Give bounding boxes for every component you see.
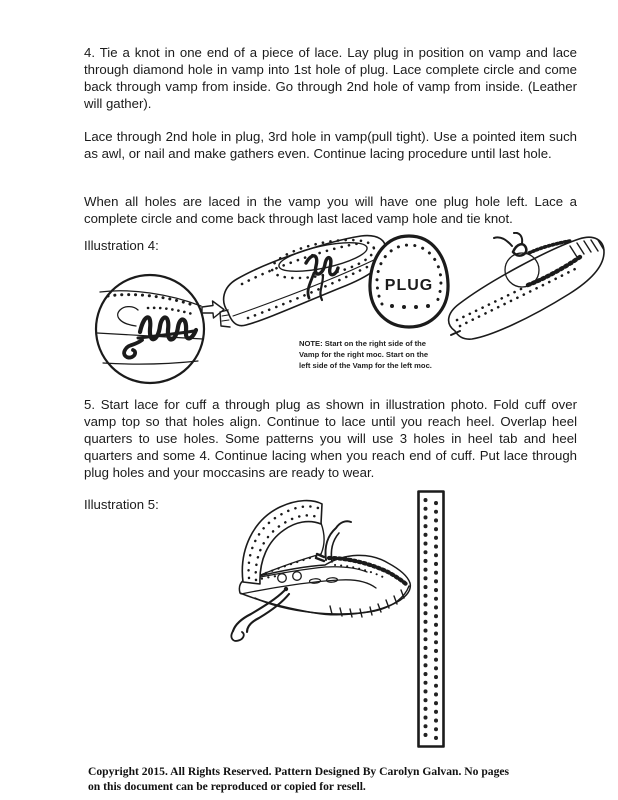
paragraph-step5: 5. Start lace for cuff a through plug as shown in illustration photo. Fold cuff over vamp top so that holes align. Continue to lace until you reach heel. Overlap heel quarters to use holes. Some patterns you will use 3 holes in heel tab and heel quarters and some 4. Continue lacing when you reach end of cuff. Put lace through plug holes and your moccasins are ready to wear. — [84, 397, 577, 480]
paragraph-finishing: When all holes are laced in the vamp you will have one plug hole left. Lace a complete circle and come back through last laced vamp hole and tie knot. — [84, 194, 577, 226]
moccasin-lacing-started-drawing — [220, 233, 386, 327]
moccasin-open-cuff-drawing — [231, 501, 410, 641]
note-line: left side of the Vamp for the left moc. — [299, 361, 432, 370]
copyright-line: on this document can be reproduced or copied for resell. — [88, 779, 366, 793]
note-line: NOTE: Start on the right side of the — [299, 339, 426, 348]
illustration-4-label: Illustration 4: — [84, 238, 159, 253]
cuff-strip-pattern-drawing — [419, 492, 444, 747]
plug-label: PLUG — [384, 277, 434, 294]
note-line: Vamp for the right moc. Start on the — [299, 350, 429, 359]
paragraph-step4: 4. Tie a knot in one end of a piece of lace. Lay plug in position on vamp and lace through diamond hole in vamp into 1st hole of plug. Lace complete circle and come back through vamp from inside. Go through 2nd hole of vamp from inside. (Leather will gather). — [84, 45, 577, 111]
moccasin-finished-drawing — [449, 233, 604, 339]
copyright-text — [88, 765, 588, 794]
copyright-line: Copyright 2015. All Rights Reserved. Pattern Designed By Carolyn Galvan. No pages — [88, 765, 510, 778]
paragraph-lacing: Lace through 2nd hole in plug, 3rd hole in vamp(pull tight). Use a pointed item such as awl, or nail and make gathers even. Continue lacing procedure until last hole. — [84, 129, 577, 161]
illustration-5-figure — [225, 490, 458, 758]
magnified-lacing-detail-drawing — [96, 275, 204, 383]
illustration-note — [299, 338, 447, 371]
illustration-5-label: Illustration 5: — [84, 497, 159, 512]
